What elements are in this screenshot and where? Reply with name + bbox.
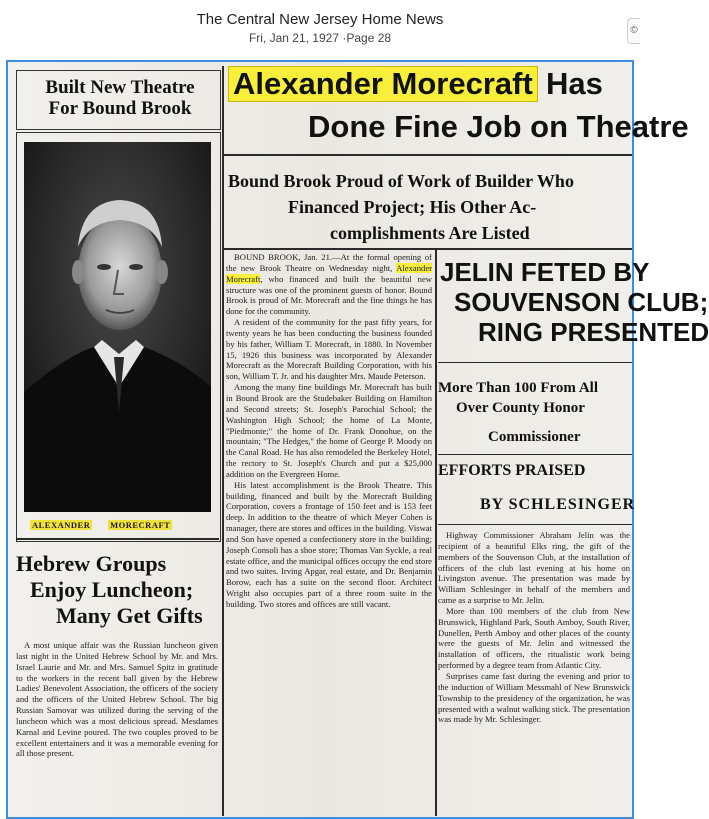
jelin-rule-2 bbox=[438, 454, 632, 455]
jelin-headline-line1: JELIN FETED BY bbox=[440, 257, 650, 287]
subhead-rule bbox=[224, 248, 632, 250]
jelin-deck-line4: EFFORTS PRAISED bbox=[438, 462, 586, 479]
hebrew-headline-line2: Enjoy Luncheon; bbox=[30, 577, 194, 602]
jelin-paragraph-1: Highway Commissioner Abraham Jelin was the recipient of a beautiful Elks ring, the gift of the members of the Souvenson Club, at the installation of officers of the club last evening at his home on Livingston avenue. The presentation was made by William Schlesinger in behalf of the members and came as a surprise to Mr. Jelin. bbox=[438, 530, 630, 606]
jelin-article-body bbox=[438, 530, 630, 812]
jelin-deck-line1: More Than 100 From All bbox=[438, 380, 599, 396]
theatre-headline-line1: Built New Theatre bbox=[45, 77, 195, 98]
main-headline-tail: Has bbox=[546, 66, 603, 101]
jelin-deck-line3: Commissioner bbox=[488, 429, 581, 445]
highlighted-name: Alexander Morecraft bbox=[226, 262, 432, 284]
hebrew-headline-line1: Hebrew Groups bbox=[16, 551, 167, 576]
main-headline-line2: Done Fine Job on Theatre bbox=[308, 109, 689, 144]
jelin-rule-3 bbox=[438, 524, 632, 525]
vertical-rule-left bbox=[222, 66, 224, 816]
main-paragraph-1-start: BOUND BROOK, Jan. 21.—At the formal opening of the new Brook Theatre on Wednesday night, bbox=[226, 252, 432, 273]
jelin-deck-line5: BY SCHLESINGER bbox=[480, 496, 636, 513]
main-paragraph-4: His latest accomplishment is the Brook Theatre. This building, financed and built by the Morecraft Building Corporation, covers a frontage of 150 feet and is 153 feet deep. In addition to the theatre of which Meyer Cohen is manager, there are stores and offices in the building. Viswat and Son have opened a confectionery store in the building; Joseph Consoli has a shoe store; Thomas Van Syckle, a real estate office, and the municipal offices occupy the end store and two suites. Irving Apgar, real estate, and Dr. Benjamin Borow, each has a suite on the second floor. Architect Wright also occupies part of a three room suite in the building. Two stores and offices are still vacant. bbox=[226, 479, 432, 609]
portrait-caption bbox=[30, 520, 205, 530]
portrait-illustration bbox=[24, 142, 211, 512]
caption-last-name: MORECRAFT bbox=[110, 520, 171, 530]
jelin-headline-line3: RING PRESENTED bbox=[478, 317, 709, 347]
headline-rule bbox=[224, 154, 632, 156]
vertical-rule-right bbox=[435, 250, 437, 816]
date-page-label: Fri, Jan 21, 1927 ·Page 28 bbox=[248, 31, 392, 45]
viewer-header bbox=[0, 0, 640, 58]
main-paragraph-2: A resident of the community for the past fifty years, for twenty years he has been conducting the business founded by his father, William T. Morecraft, in 1880. In November 15, 1926 this business was incorporated by Alexander Morecraft as the Morecraft Building Corporation, with his son, William T. Jr. and his daughter Mrs. Maude Peterson. bbox=[226, 317, 432, 382]
jelin-rule-1 bbox=[438, 362, 632, 363]
jelin-paragraph-3: Surprises came fast during the evening and prior to the induction of William Messmahl of New Brunswick Township to the presidency of the organization, he was presented with a walnut walking stick. The presentation was made by Mr. Schlesinger. bbox=[438, 670, 630, 725]
hebrew-paragraph: A most unique affair was the Russian luncheon given last night in the United Hebrew School by Mr. and Mrs. Israel Laurie and Mr. and Mrs. Samuel Spitz in gratitude to the workers in the recent ball given by the Hebrew Ladies' Benevolent Association, the officers of the society and the officers of the United Hebrew School. The big Russian Samovar was utilized during the serving of the luncheon which was a most delicious spread. Mesdames Karnal and Levine poured. The two couples proved to be excellent entertainers and it was a memorable evening for all those present. bbox=[16, 640, 218, 759]
newspaper-clipping[interactable] bbox=[6, 60, 709, 819]
main-headline-name: Alexander Morecraft bbox=[228, 66, 538, 102]
jelin-headline-line2: SOUVENSON CLUB; bbox=[454, 287, 709, 317]
newspaper-title: The Central New Jersey Home News bbox=[196, 11, 444, 28]
hebrew-article-body bbox=[16, 640, 218, 815]
corner-tab-button[interactable]: © bbox=[627, 18, 640, 44]
subhead-line2: Financed Project; His Other Ac- bbox=[288, 197, 537, 217]
column-divider bbox=[16, 538, 219, 540]
subhead-line1: Bound Brook Proud of Work of Builder Who bbox=[228, 171, 574, 191]
main-headline-line1 bbox=[228, 66, 628, 102]
main-paragraph-3: Among the many fine buildings Mr. Morecraft has built in Bound Brook are the Studebaker Building on Hamilton and Second streets; St. Joseph's Parochial School; the Washington High School; the home of La Monte, "Piedmonte;" the home of Dr. Frank Donohue, on the mountain; "The Hedges," the home of George P. Moody on the Canal Road. He has also remodeled the Berkeley Hotel, the rectory to St. Joseph's Church and put a $25,000 addition on the Evergreen Home. bbox=[226, 382, 432, 479]
theatre-headline-line2: For Bound Brook bbox=[48, 98, 192, 119]
main-paragraph-1 bbox=[226, 252, 432, 317]
main-paragraph-1-end: , who financed and built the beautiful new structure was one of the prominent guests of honor. Bound Brook is proud of Mr. Morecraft and the fine things he has done for the community. bbox=[226, 273, 432, 317]
portrait-photo bbox=[24, 142, 211, 512]
caption-first-name: ALEXANDER bbox=[32, 520, 91, 530]
jelin-paragraph-2: More than 100 members of the club from New Brunswick, Highland Park, South Amboy, South River, Dunellen, Perth Amboy and other places of the county were the guests of Mr. Jelin and witnessed the installation of officers, the ritualistic work being performed by a degree team from Atlantic City. bbox=[438, 605, 630, 671]
subhead-line3: complishments Are Listed bbox=[330, 223, 530, 243]
jelin-deck-line2: Over County Honor bbox=[456, 400, 585, 416]
main-article-body bbox=[226, 252, 432, 812]
hebrew-headline-line3: Many Get Gifts bbox=[56, 603, 203, 628]
